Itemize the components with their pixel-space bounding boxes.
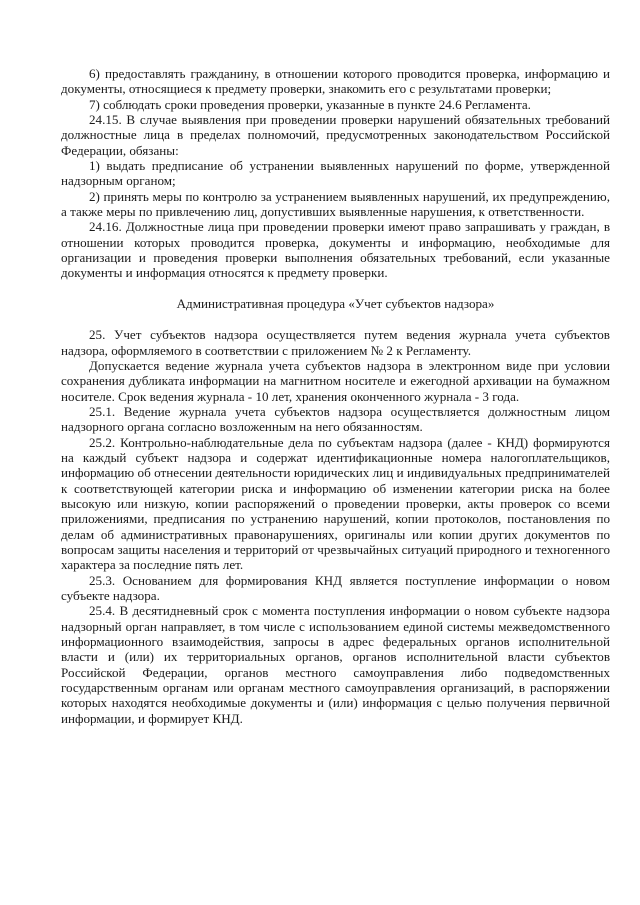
paragraph-24-16: 24.16. Должностные лица при проведении проверки имеют право запрашивать у граждан, в отношении которых проводится проверка, документы и информацию, необходимые для организации и проведения проверки выполнения обязательных требований, если указанные документы и информация относятся к предмету проверки. <box>61 219 610 281</box>
paragraph-24-15-item-1: 1) выдать предписание об устранении выявленных нарушений по форме, утвержденной надзорным органом; <box>61 158 610 189</box>
paragraph-25-1: 25.1. Ведение журнала учета субъектов надзора осуществляется должностным лицом надзорного органа согласно возложенным на него обязанностям. <box>61 403 610 435</box>
paragraph-item-7: 7) соблюдать сроки проведения проверки, указанные в пункте 24.6 Регламента. <box>89 96 531 112</box>
paragraph-24-15-item-2: 2) принять меры по контролю за устранением выявленных нарушений, их предупреждению, а также меры по привлечению лиц, допустивших выявленные нарушения, к ответственности. <box>61 188 610 220</box>
paragraph-24-15: 24.15. В случае выявления при проведении проверки нарушений обязательных требований должностные лица в пределах полномочий, предусмотренных законодательством Российской Федерации, обязаны: <box>61 112 610 158</box>
paragraph-25: 25. Учет субъектов надзора осуществляется путем ведения журнала учета субъектов надзора, оформляемого в соответствии с приложением № 2 к Регламенту. <box>61 327 610 358</box>
document-page <box>61 66 610 726</box>
section-heading: Административная процедура «Учет субъектов надзора» <box>176 295 495 311</box>
paragraph-25-2: 25.2. Контрольно-наблюдательные дела по субъектам надзора (далее - КНД) формируются на каждый субъект надзора и содержат идентификационные номера налогоплательщиков, информацию об отнесении деятельности юридических лиц и индивидуальных предпринимателей к соответствующей категории риска и информацию об изменении категории риска на более высокую или низкую, копии распоряжений о проведении проверки, акты проверок со всеми приложениями, предписания по устранению нарушений, копии протоколов, постановления по делам об административных правонарушениях, оригиналы или копии других документов по вопросам защиты населения и территорий от чрезвычайных ситуаций природного и техногенного характера за последние пять лет. <box>61 434 610 573</box>
paragraph-25-4: 25.4. В десятидневный срок с момента поступления информации о новом субъекте надзора надзорный орган направляет, в том числе с использованием единой системы межведомственного информационного взаимодействия, запросы в адрес федеральных органов исполнительной власти и (или) их территориальных органов, органов исполнительной власти субъектов Российской Федерации, органов местного самоуправления либо подведомственных государственным органам или органам местного самоуправления организаций, в распоряжении которых находятся необходимые документы и (или) информация с целью получения первичной информации, и формирует КНД. <box>61 603 610 726</box>
paragraph-25-journal: Допускается ведение журнала учета субъектов надзора в электронном виде при условии сохранения дубликата информации на магнитном носителе и ежегодной архивации на бумажном носителе. Срок ведения журнала - 10 лет, хранения оконченного журнала - 3 года. <box>61 357 610 404</box>
paragraph-item-6: 6) предоставлять гражданину, в отношении которого проводится проверка, информацию и документы, относящиеся к предмету проверки, знакомить его с результатами проверки; <box>61 66 610 97</box>
paragraph-25-3: 25.3. Основанием для формирования КНД является поступление информации о новом субъекте надзора. <box>61 572 610 603</box>
